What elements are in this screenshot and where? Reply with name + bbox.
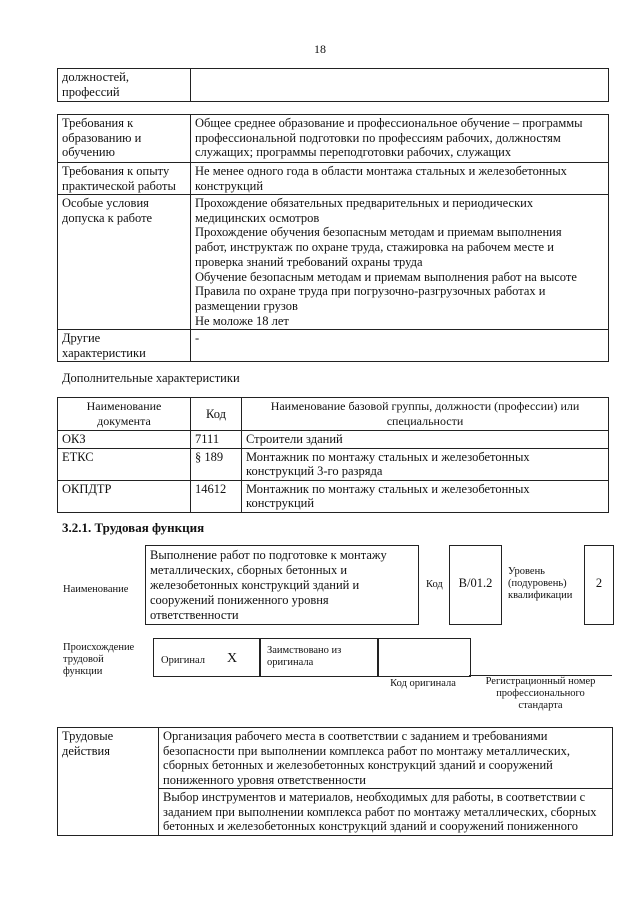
- doc-cell: ОКЗ: [58, 431, 191, 449]
- additional-heading: Дополнительные характеристики: [62, 371, 240, 385]
- base-cell: Монтажник по монтажу стальных и железобетонных конструкций: [242, 480, 609, 512]
- table-row: [58, 330, 609, 362]
- page-number: 18: [314, 42, 326, 56]
- doc-cell: ЕТКС: [58, 448, 191, 480]
- origin-original-box: [153, 638, 261, 677]
- table-row: [58, 480, 609, 512]
- action-item: Выбор инструментов и материалов, необходимых для работы, в соответствии с заданием при выполнении комплекса работ по монтажу металлических, сборных бетонных и железобетонных конструкций зданий и сооружений пониженного: [159, 789, 613, 836]
- code-box: [449, 545, 502, 625]
- table-row: [58, 163, 609, 195]
- label-cell: должностей, профессий: [58, 69, 191, 102]
- function-heading: 3.2.1. Трудовая функция: [62, 520, 205, 535]
- table-row: [58, 115, 609, 163]
- doc-cell: ОКПДТР: [58, 480, 191, 512]
- actions-table: [57, 727, 613, 836]
- value-cell: Общее среднее образование и профессиональное обучение – программы профессиональной подготовки по профессиям рабочих, должностям служащих; программы переподготовки рабочих, служащих: [191, 115, 609, 163]
- value-cell: Прохождение обязательных предварительных и периодических медицинских осмотров Прохождение обучения безопасным методам и приемам выполнения работ, инструктаж по охране труда, стажировка на рабочем месте и проверка знаний требований охраны труда Обучение безопасным методам и приемам выполнения работ на высоте Правила по охране труда при погрузочно-разгрузочных работах и размещении грузов Не моложе 18 лет: [191, 195, 609, 330]
- value-cell: Не менее одного года в области монтажа стальных и железобетонных конструкций: [191, 163, 609, 195]
- level-label: Уровень (подуровень) квалификации: [508, 566, 573, 601]
- table-row: [58, 431, 609, 449]
- code-cell: 14612: [191, 480, 242, 512]
- header-code: Код: [191, 398, 242, 431]
- label-cell: Особые условия допуска к работе: [58, 195, 191, 330]
- header-base: Наименование базовой группы, должности (профессии) или специальности: [242, 398, 609, 431]
- code-value: B/01.2: [458, 576, 493, 590]
- header-document: Наименование документа: [58, 398, 191, 431]
- table-row: [58, 195, 609, 330]
- name-label: Наименование: [63, 584, 129, 595]
- code-original-label: Код оригинала: [390, 678, 456, 689]
- code-cell: 7111: [191, 431, 242, 449]
- code-label: Код: [426, 579, 443, 590]
- actions-label-cell: Трудовые действия: [58, 728, 159, 836]
- original-label: Оригинал: [161, 655, 205, 666]
- level-box: [584, 545, 614, 625]
- origin-borrowed-box: [259, 638, 379, 677]
- table-header-row: [58, 398, 609, 431]
- base-cell: Монтажник по монтажу стальных и железобетонных конструкций 3-го разряда: [242, 448, 609, 480]
- value-cell: -: [191, 330, 609, 362]
- reg-number-label: Регистрационный номер профессионального стандарта: [485, 676, 596, 711]
- action-item: Организация рабочего места в соответствии с заданием и требованиями безопасности при выполнении комплекса работ по монтажу металлических, сборных бетонных и железобетонных конструкций зданий и сооружений пониженного уровня ответственности: [159, 728, 613, 789]
- value-cell: [191, 69, 609, 102]
- table-row: [58, 69, 609, 102]
- level-value: 2: [595, 576, 603, 590]
- label-cell: Другие характеристики: [58, 330, 191, 362]
- table-row: [58, 728, 613, 789]
- table-row: [58, 448, 609, 480]
- top-table: [57, 68, 609, 102]
- code-cell: § 189: [191, 448, 242, 480]
- additional-table: [57, 397, 609, 513]
- base-cell: Строители зданий: [242, 431, 609, 449]
- borrowed-label: Заимствовано из оригинала: [267, 645, 342, 668]
- function-name-box: Выполнение работ по подготовке к монтажу металлических, сборных бетонных и железобетонных конструкций зданий и сооружений пониженного уровня ответственности: [145, 545, 419, 625]
- requirements-table: [57, 114, 609, 362]
- original-mark: X: [227, 651, 238, 666]
- label-cell: Требования к опыту практической работы: [58, 163, 191, 195]
- origin-label: Происхождение трудовой функции: [63, 642, 135, 677]
- origin-code-box: [377, 638, 471, 677]
- label-cell: Требования к образованию и обучению: [58, 115, 191, 163]
